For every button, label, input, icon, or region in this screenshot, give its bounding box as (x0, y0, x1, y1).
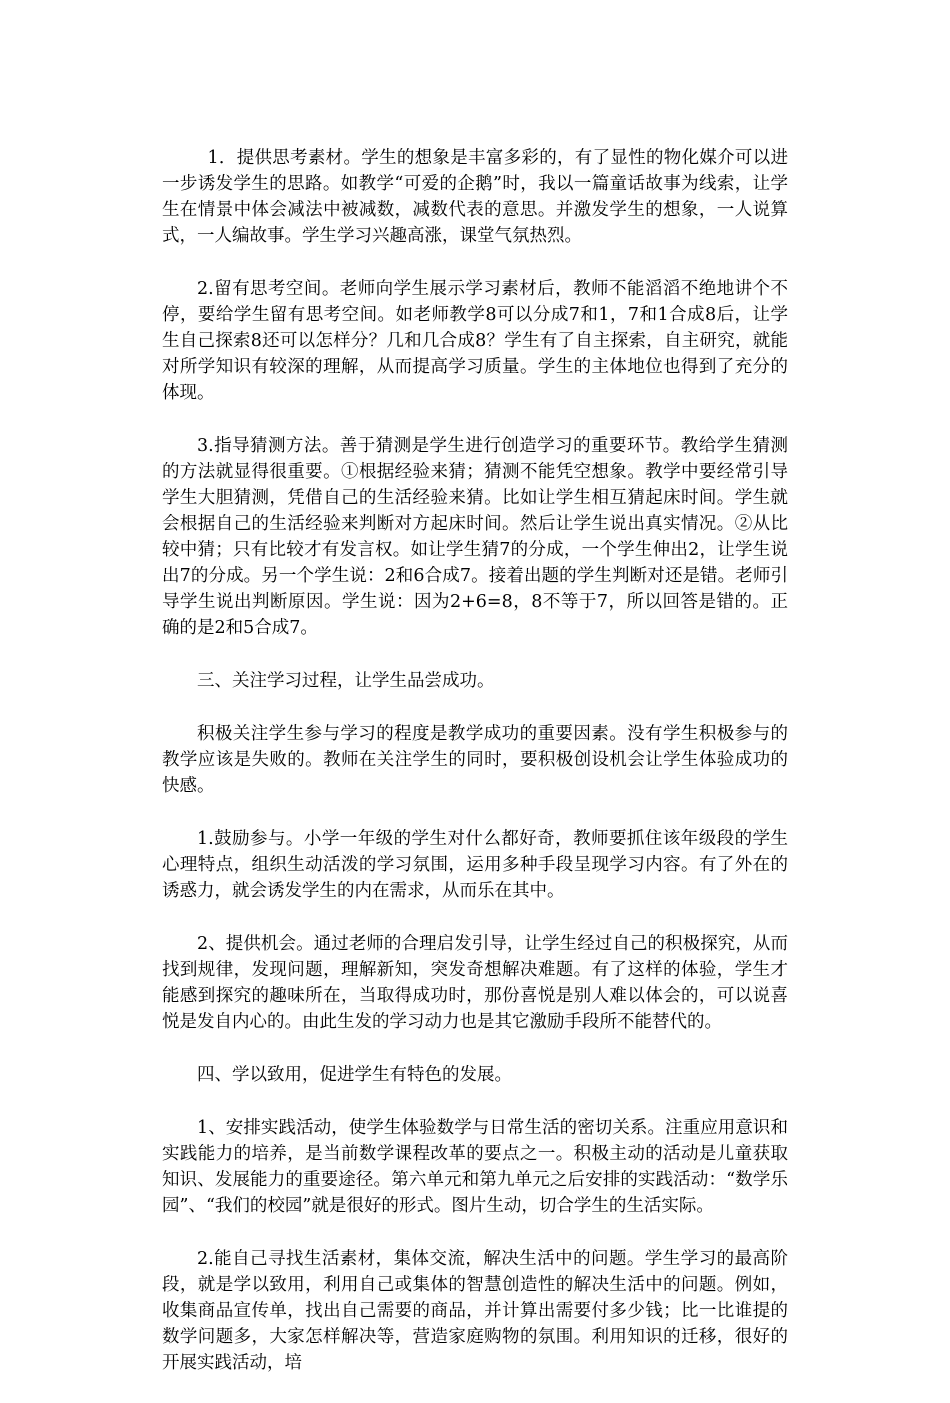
paragraph-8: 2.能自己寻找生活素材，集体交流，解决生活中的问题。学生学习的最高阶段，就是学以致用，利用自己或集体的智慧创造性的解决生活中的问题。例如，收集商品宣传单，找出自己需要的商品，并计算出需要付多少钱；比一比谁提的数学问题多，大家怎样解决等，营造家庭购物的氛围。利用知识的迁移，很好的开展实践活动，培 (162, 1249, 788, 1373)
paragraph-4: 积极关注学生参与学习的程度是教学成功的重要因素。没有学生积极参与的教学应该是失败的。教师在关注学生的同时，要积极创设机会让学生体验成功的快感。 (162, 724, 788, 796)
paragraph-7: 1、安排实践活动，使学生体验数学与日常生活的密切关系。注重应用意识和实践能力的培养，是当前数学课程改革的要点之一。积极主动的活动是儿童获取知识、发展能力的重要途径。第六单元和第九单元之后安排的实践活动：“数学乐园”、“我们的校园”就是很好的形式。图片生动，切合学生的生活实际。 (162, 1118, 788, 1216)
paragraph-1: 1．提供思考素材。学生的想象是丰富多彩的，有了显性的物化媒介可以进一步诱发学生的思路。如教学“可爱的企鹅”时，我以一篇童话故事为线索，让学生在情景中体会减法中被减数，减数代表的意思。并激发学生的想象，一人说算式，一人编故事。学生学习兴趣高涨，课堂气氛热烈。 (162, 148, 788, 246)
paragraph-5: 1.鼓励参与。小学一年级的学生对什么都好奇，教师要抓住该年级段的学生心理特点，组织生动活泼的学习氛围，运用多种手段呈现学习内容。有了外在的诱惑力，就会诱发学生的内在需求，从而乐在其中。 (162, 829, 788, 901)
paragraph-2: 2.留有思考空间。老师向学生展示学习素材后，教师不能滔滔不绝地讲个不停，要给学生留有思考空间。如老师教学8可以分成7和1，7和1合成8后，让学生自己探索8还可以怎样分？几和几合成8？学生有了自主探索，自主研究，就能对所学知识有较深的理解，从而提高学习质量。学生的主体地位也得到了充分的体现。 (162, 279, 788, 403)
section-heading-4: 四、学以致用，促进学生有特色的发展。 (197, 1065, 512, 1085)
section-heading-3: 三、关注学习过程，让学生品尝成功。 (197, 671, 495, 691)
paragraph-6: 2、提供机会。通过老师的合理启发引导，让学生经过自己的积极探究，从而找到规律，发现问题，理解新知，突发奇想解决难题。有了这样的体验，学生才能感到探究的趣味所在，当取得成功时，那份喜悦是别人难以体会的，可以说喜悦是发自内心的。由此生发的学习动力也是其它激励手段所不能替代的。 (162, 934, 788, 1032)
document-body (162, 145, 788, 1403)
paragraph-3: 3.指导猜测方法。善于猜测是学生进行创造学习的重要环节。教给学生猜测的方法就显得很重要。①根据经验来猜；猜测不能凭空想象。教学中要经常引导学生大胆猜测，凭借自己的生活经验来猜。比如让学生相互猜起床时间。学生就会根据自己的生活经验来判断对方起床时间。然后让学生说出真实情况。②从比较中猜；只有比较才有发言权。如让学生猜7的分成，一个学生伸出2，让学生说出7的分成。另一个学生说：2和6合成7。接着出题的学生判断对还是错。老师引导学生说出判断原因。学生说：因为2+6=8，8不等于7，所以回答是错的。正确的是2和5合成7。 (162, 436, 788, 638)
